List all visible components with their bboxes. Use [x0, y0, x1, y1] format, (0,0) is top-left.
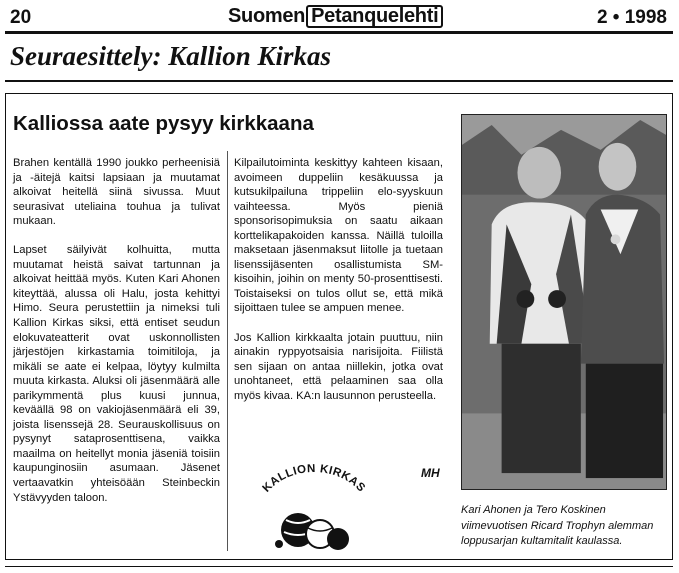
paragraph: Brahen kentällä 1990 joukko perheenisiä ja -äitejä kaitsi lapsiaan ja muutamat alkoivat heitellä siinä sivussa. Muut seurasivat uteliaina touhua ja tulivat mukaan. — [13, 157, 220, 228]
publication-name-part1: Suomen — [228, 5, 306, 27]
issue-number: 2 • 1998 — [596, 7, 667, 28]
players-photo — [461, 114, 667, 490]
page-number: 20 — [10, 7, 32, 28]
logo-text: KALLION KIRKAS — [260, 462, 368, 495]
paragraph: Kilpailutoiminta keskittyy kahteen kisaan, avoimeen duppeliin kesäkuussa ja kutsukilpailuna trippeliin elo-syyskuun vaihteessa. Myös pieniä sponsorisopimuksia on saatu aikaan korttelikapakoiden kanssa. Näillä tuloilla maksetaan jäsenmaksut liitolle ja tuetaan lisenssijäsenten osallistumista SM-kisoihin, joihin on menty 50-prosenttisesti. Toistaiseksi on tulos ollut se, että mikä sijoittaen tulee se ampuen menee. — [234, 157, 443, 315]
publication-name — [228, 5, 444, 28]
paragraph: Lapset säilyivät kolhuitta, mutta muutamat heistä saivat tartunnan ja alkoivat heittää myös. Kuten Kari Ahonen kiteyttää, alussa oli Halu, josta kehittyi Himo. Seura perustettiin ja nimeksi tuli Kallion Kirkas siksi, että entiset seudun elokuvateatterit ovat uskonnollisten järjestöjen kirkastamia toimitiloja, ja mikäli se aate ei kelpaa, löytyy kulmilta muuta kirkasta. Aluksi oli jäsenmäärä alle parikymmentä plus kuusi junnua, keväällä 98 on vakiojäsenmäärä eli 39, joista lisenssejä 28. Seurauskollisuus on pysynyt sataprosenttisena, vaikka maailma on heitellyt monia jäseniä toisiin kaupunginosiin asumaan. Jäsenet vertaavatkin yhteisöään Steinbeckin Ystävyyden taloon. — [13, 244, 220, 504]
article-column-1 — [13, 156, 220, 520]
photo-caption: Kari Ahonen ja Tero Koskinen viimevuotisen Ricard Trophyn alemman loppusarjan kultamitalit kaulassa. — [461, 504, 654, 547]
article-column-2 — [234, 156, 443, 418]
footer-rule — [5, 566, 673, 567]
publication-name-part2: Petanquelehti — [306, 5, 443, 28]
section-title: Seuraesittely: Kallion Kirkas — [10, 41, 332, 71]
section-rule — [5, 80, 673, 82]
svg-text:KALLION KIRKAS — [261, 463, 368, 495]
club-logo — [246, 460, 382, 555]
column-divider — [227, 151, 228, 551]
paragraph: Jos Kallion kirkkaalta jotain puuttuu, niin ainakin ryppyotsaisia narisijoita. Fiilistä sen sijaan on antaa niillekin, jotka ovat unohtaneet, että pelaaminen saa olla myös kivaa. KA:n lausunnon perusteella. — [234, 331, 443, 402]
author-byline: MH — [421, 466, 440, 480]
header-rule-thick — [5, 31, 673, 34]
article-headline: Kalliossa aate pysyy kirkkaana — [13, 112, 314, 135]
